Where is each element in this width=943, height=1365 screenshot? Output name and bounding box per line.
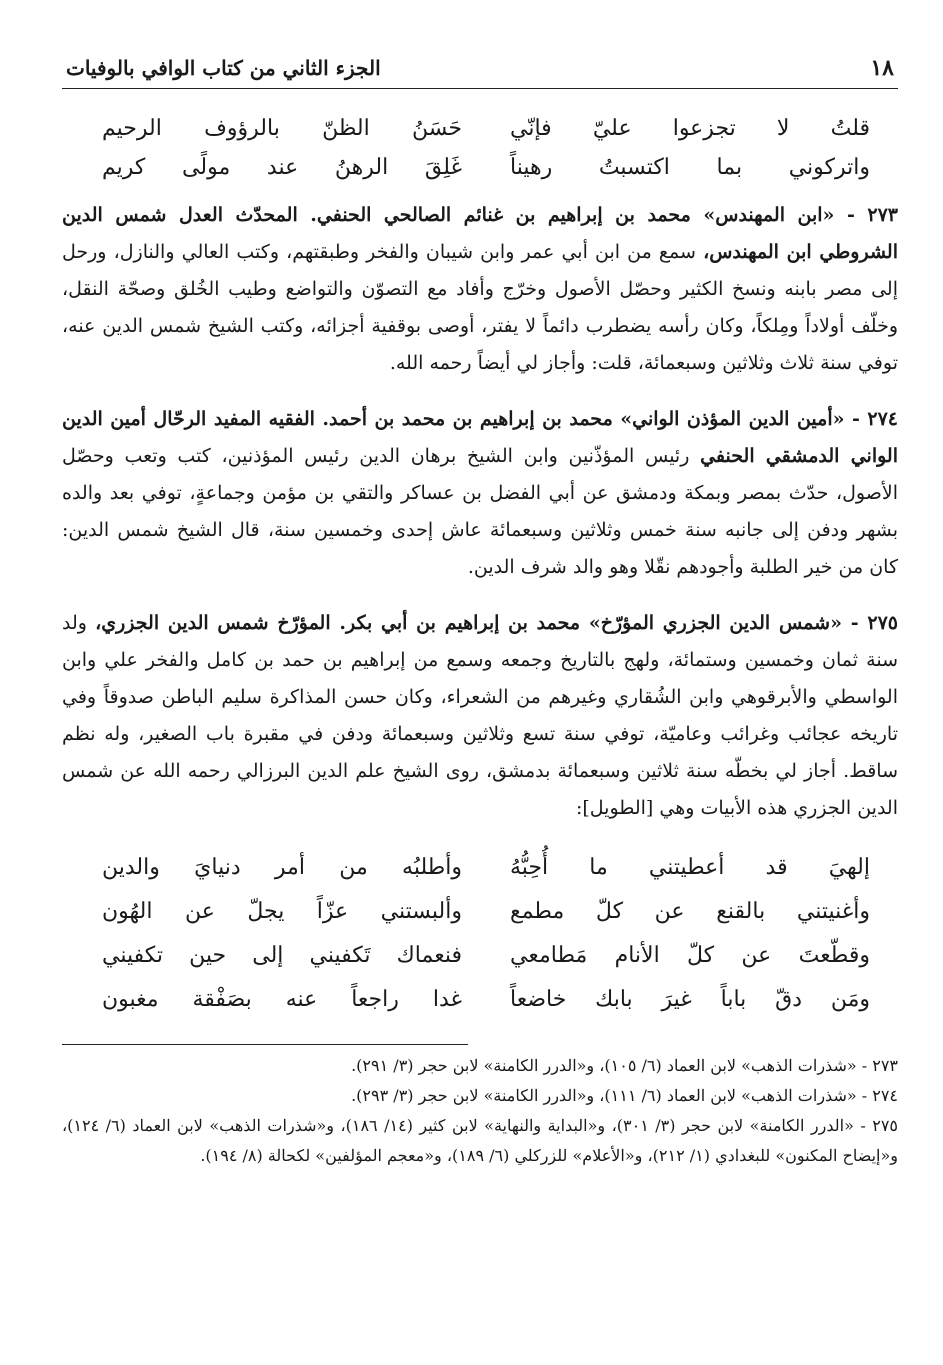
verse-line: [62, 934, 898, 978]
hemistich-first: واتركوني بما اكتسبتُ رهيناً: [510, 155, 870, 180]
hemistich-second: وألبستني عزّاً يجلّ عن الهُون: [102, 899, 462, 924]
running-title: الجزء الثاني من كتاب الوافي بالوفيات: [66, 56, 381, 80]
verse-line: [62, 890, 898, 934]
footnote-divider: [62, 1044, 468, 1045]
hemistich-second: غَلِقَ الرهنُ عند مولًى كريم: [102, 155, 462, 180]
footnote: ٢٧٥ - «الدرر الكامنة» لابن حجر (٣/ ٣٠١)، و«البداية والنهاية» لابن كثير (١٤/ ١٨٦)، و«شذرات الذهب» لابن العماد (٦/ ١٢٤)، و«إيضاح المكنون» للبغدادي (١/ ٢١٢)، و«الأعلام» للزركلي (٦/ ١٨٩)، و«معجم المؤلفين» لكحالة (٨/ ١٩٤).: [62, 1116, 898, 1165]
entry-heading: ٢٧٥ - «شمس الدين الجزري المؤرّخ» محمد بن إبراهيم بن أبي بكر. المؤرّخ شمس الدين الجزري،: [95, 612, 898, 634]
entry-274: [62, 401, 898, 586]
entry-273: [62, 197, 898, 382]
poem-block-1: [62, 109, 898, 187]
footnote: ٢٧٤ - «شذرات الذهب» لابن العماد (٦/ ١١١)، و«الدرر الكامنة» لابن حجر (٣/ ٢٩٣).: [351, 1086, 898, 1105]
entry-heading: ٢٧٣ - «ابن المهندس» محمد بن إبراهيم بن غنائم الصالحي الحنفي. المحدّث العدل شمس الدين الشروطي ابن المهندس،: [62, 204, 898, 263]
hemistich-second: حَسَنُ الظنّ بالرؤوف الرحيم: [102, 116, 462, 141]
verse-line: [62, 846, 898, 890]
entry-text: سمع من ابن أبي عمر وابن شيبان والفخر وطبقتهم، وكتب العالي والنازل، ورحل إلى مصر بابنه ونسخ الكثير وحصّل الأصول وخرّج وأفاد مع التصوّن والتواضع وطيب الخُلق وصحّة النقل، وخلّف أولاداً ومِلكاً، وكان رأسه يضطرب دائماً لا يفتر، أوصى بوقفية أجزائه، وكتب الشيخ شمس الدين عنه، توفي سنة ثلاث وثلاثين وسبعمائة، قلت: وأجاز لي أيضاً رحمه الله.: [62, 241, 898, 374]
verse-line: [62, 109, 898, 148]
entry-heading: ٢٧٤ - «أمين الدين المؤذن الواني» محمد بن إبراهيم بن محمد بن أحمد. الفقيه المفيد الرحّال أمين الدين الواني الدمشقي الحنفي: [62, 408, 898, 467]
hemistich-first: قلتُ لا تجزعوا عليّ فإنّي: [510, 116, 870, 141]
poem-block-2: [62, 846, 898, 1022]
entry-275: [62, 605, 898, 827]
hemistich-second: غدا راجعاً عنه بصَفْقة مغبون: [102, 987, 462, 1012]
entry-text: رئيس المؤذّنين وابن الشيخ برهان الدين رئيس المؤذنين، كتب وتعب وحصّل الأصول، حدّث بمصر وبمكة ودمشق عن أبي الفضل بن عساكر والتقي بن مؤمن وجماعةٍ، توفي بعد والده بشهر ودفن إلى جانبه سنة خمس وثلاثين وسبعمائة عاش إحدى وخمسين سنة، قال الشيخ شمس الدين: كان من خير الطلبة وأجودهم نقّلا وهو والد شرف الدين.: [62, 445, 898, 578]
hemistich-first: ومَن دقّ باباً غيرَ بابك خاضعاً: [510, 987, 870, 1012]
verse-line: [62, 148, 898, 187]
page-number: ١٨: [870, 55, 894, 81]
footnotes: [62, 1051, 898, 1171]
footnote: ٢٧٣ - «شذرات الذهب» لابن العماد (٦/ ١٠٥)، و«الدرر الكامنة» لابن حجر (٣/ ٢٩١).: [351, 1056, 898, 1075]
hemistich-second: وأطلبُه من أمر دنيايَ والدين: [102, 855, 462, 880]
entry-text: ولد سنة ثمان وخمسين وستمائة، ولهج بالتاريخ وجمعه وسمع من إبراهيم بن حمد بن كامل والفخر علي وابن الواسطي والأبرقوهي وابن الشُقاري وغيرهم من الشعراء، وكان حسن المذاكرة سليم الباطن صدوقاً وفي تاريخه عجائب وغرائب وعاميّة، توفي سنة تسع وثلاثين وسبعمائة ودفن في مقبرة باب الصغير، وله نظم ساقط. أجاز لي بخطّه سنة ثلاثين وسبعمائة بدمشق، روى الشيخ علم الدين البرزالي رحمه الله عن شمس الدين الجزري هذه الأبيات وهي [الطويل]:: [62, 612, 898, 819]
hemistich-first: إلهيَ قد أعطيتني ما أُحِبُّهُ: [510, 855, 870, 880]
verse-line: [62, 978, 898, 1022]
hemistich-first: وقطّعتَ عن كلّ الأنام مَطامعي: [510, 943, 870, 968]
running-header: [62, 48, 898, 89]
book-page: [62, 48, 898, 1171]
hemistich-first: وأغنيتني بالقنع عن كلّ مطمع: [510, 899, 870, 924]
hemistich-second: فنعماك تَكفيني إلى حين تكفيني: [102, 943, 462, 968]
